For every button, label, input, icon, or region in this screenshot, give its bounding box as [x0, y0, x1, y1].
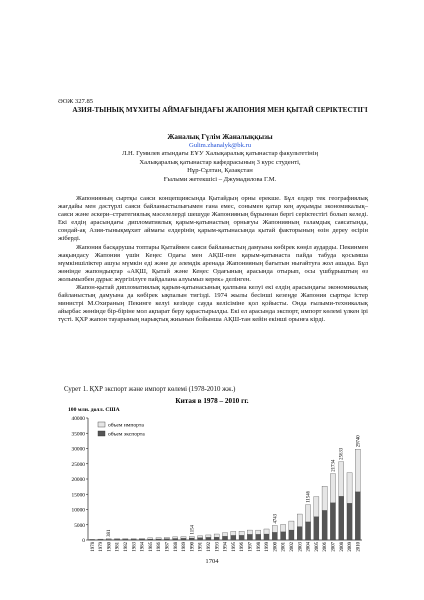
bar-import — [314, 497, 319, 517]
x-tick-label: 1985 — [148, 542, 154, 552]
figure-caption: Сурет 1. ҚХР экспорт және импорт көлемі (1978-2010 жж.) — [64, 386, 236, 393]
bar-export — [256, 534, 261, 540]
bar-total-label: 381 — [107, 529, 113, 537]
bar-import — [106, 539, 111, 540]
x-tick-label: 1988 — [173, 542, 179, 552]
bar-export — [206, 537, 211, 540]
bar-export — [264, 534, 269, 540]
x-tick-label: 2000 — [273, 542, 279, 552]
bar-import — [139, 538, 144, 539]
author-email[interactable]: Gulim.zhanalyk@bk.ru — [188, 142, 252, 149]
x-tick-label: 1990 — [190, 542, 196, 552]
bar-export — [322, 510, 327, 540]
x-tick-label: 2004 — [306, 542, 312, 552]
page-number: 1704 — [205, 558, 219, 565]
x-tick-label: 1979 — [99, 542, 105, 552]
bar-import — [297, 514, 302, 527]
bar-export — [339, 496, 344, 540]
x-tick-label: 1980 — [107, 542, 113, 552]
udk-code: ӘОЖ 327.85 — [58, 98, 94, 105]
bar-total-label: 29740 — [356, 435, 362, 448]
bar-export — [355, 492, 360, 540]
y-tick-label: 15000 — [71, 492, 85, 499]
chart-legend — [98, 422, 145, 438]
paragraph: Жапония басқарушы топтары Қытаймен саяси байланыстың дамуына көбірек көңіл аударды. Пекинмен жақындасу Жапония үшін Кеңес Одағы мен АҚШ-пен қарым-қатынаста пайда табуда қосымша мүмкіншіліктер ашуы мүмкін еді және де әлемдік аренада Жапонияның бағытын нығайтуға жол ашады. Бұл жөнінде жапондықтар «АҚШ, Қытай және Кеңес Одағының арасында отырып, осы үшбұрыштың өз жолымызбен дұрыс жүргізілуге пайдалана алуымыз керек» делінген. — [58, 243, 368, 283]
bar-import — [239, 531, 244, 535]
bar-import — [347, 473, 352, 504]
paragraph: Жапонияның сыртқы саяси концепциясында Қытайдың орны ерекше. Бұл елдер тек географиялық жағдайы мен дәстүрлі саяси байланыстылығымен ғана емес, сонымен қатар кең ауқымды экономикалық–саяси және әскери–стратегиялық мәселелерді шешуде Жапонияның бұрыннан бергі серіктестігі болып келеді. Екі елдің арасындағы дипломатиялық қарым-қатынастың орнығуы Жапонияның ғаламдық саясатында, сондай-ақ Азия-тынықмұхит аймағы елдерінің қарым-қатынасында қытай факторының өзін дереу өсірін жіберді. — [58, 195, 368, 243]
bar-import — [222, 533, 227, 537]
bar-import — [256, 530, 261, 534]
x-tick-label: 1978 — [90, 542, 96, 552]
bar-export — [231, 535, 236, 540]
x-tick-label: 1991 — [198, 542, 204, 552]
bar-import — [281, 524, 286, 531]
bar-export — [347, 503, 352, 540]
legend-label-export: объем экспорта — [108, 431, 145, 438]
bar-export — [272, 532, 277, 540]
bar-import — [189, 536, 194, 538]
legend-swatch-export — [98, 431, 105, 436]
x-tick-label: 2009 — [348, 542, 354, 552]
x-tick-label: 1981 — [115, 542, 121, 552]
body-text — [58, 195, 368, 325]
bar-import — [305, 505, 310, 522]
bar-total-label: 21734 — [331, 459, 337, 472]
bar-import — [181, 537, 186, 539]
y-tick-label: 20000 — [71, 477, 85, 483]
x-tick-label: 1983 — [132, 542, 138, 552]
bar-import — [131, 539, 136, 540]
chart-ylabel: 100 млн. долл. США — [68, 407, 120, 413]
x-tick-label: 1993 — [215, 542, 221, 552]
x-tick-label: 1987 — [165, 542, 171, 552]
affiliation-line: Ғылыми жетекшісі – Джумадилова Г.М. — [163, 175, 277, 183]
x-tick-label: 2003 — [298, 542, 304, 552]
x-tick-label: 1998 — [256, 542, 262, 552]
affiliation-line: Нұр-Сұлтан, Қазақстан — [187, 167, 253, 175]
bar-import — [247, 530, 252, 534]
author-name: Жаналық Гүлім Жаналыққызы — [167, 133, 273, 141]
bar-export — [181, 538, 186, 540]
bar-export — [281, 532, 286, 540]
y-tick-label: 0 — [82, 538, 85, 544]
chart-bars — [90, 435, 362, 540]
bar-import — [173, 537, 178, 539]
bar-export — [214, 537, 219, 540]
bar-import — [330, 474, 335, 503]
bar-import — [214, 534, 219, 537]
bar-export — [173, 539, 178, 540]
bar-export — [289, 530, 294, 540]
bar-export — [198, 538, 203, 540]
chart-title: Китая в 1978 – 2010 гг. — [175, 397, 249, 405]
x-tick-label: 1989 — [182, 542, 188, 552]
bar-export — [164, 539, 169, 540]
x-tick-label: 1997 — [248, 542, 254, 552]
bar-export — [314, 517, 319, 540]
y-tick-label: 25000 — [71, 461, 85, 468]
y-tick-label: 5000 — [74, 522, 85, 529]
x-tick-label: 1994 — [223, 542, 229, 552]
bar-total-label: 1154 — [190, 525, 196, 535]
legend-label-import: объем импорта — [108, 422, 144, 429]
paper-title: АЗИЯ-ТЫНЫҚ МҰХИТЫ АЙМАҒЫНДАҒЫ ЖАПОНИЯ МЕН ҚЫТАЙ СЕРІКТЕСТІГІ — [72, 106, 368, 114]
x-tick-label: 1995 — [231, 542, 237, 552]
bar-import — [123, 539, 128, 540]
y-tick-label: 10000 — [71, 507, 85, 514]
x-tick-label: 2005 — [314, 542, 320, 552]
x-tick-label: 1982 — [123, 542, 129, 552]
y-tick-label: 35000 — [71, 431, 85, 438]
bar-import — [114, 539, 119, 540]
y-tick-label: 40000 — [71, 416, 85, 422]
x-tick-label: 2006 — [323, 542, 329, 552]
x-tick-label: 2008 — [339, 542, 345, 552]
bar-export — [189, 538, 194, 540]
bar-import — [156, 538, 161, 539]
bar-import — [339, 462, 344, 497]
affiliation-line: Халықаралық қатынастар кафедрасының 3 курс студенті, — [139, 158, 301, 166]
bar-import — [264, 529, 269, 534]
legend-swatch-import — [98, 422, 105, 427]
x-tick-label: 1986 — [157, 542, 163, 552]
trade-chart — [56, 394, 368, 569]
x-tick-label: 1999 — [265, 542, 271, 552]
bar-total-label: 11546 — [306, 490, 312, 503]
chart-svg — [56, 394, 368, 569]
x-tick-label: 2007 — [331, 542, 337, 552]
bar-total-label: 4743 — [273, 513, 279, 524]
bar-export — [239, 535, 244, 540]
x-tick-label: 1984 — [140, 542, 146, 552]
bar-import — [289, 521, 294, 530]
bar-export — [330, 503, 335, 540]
bar-total-label: 25633 — [339, 447, 345, 460]
paragraph: Жапон-қытай дипломатиялық қарым-қатынасының қалпына келуі екі елдің арасындағы экономикалық байланыстың дамуына да көбірек ықпалын тигізді. 1974 жылы бесінші кезеңде Жапония сыртқы істер министрі М.Охираның Пекинге келуі кезінде сауда келісіміне қол қойысты. Онда ғылыми-техникалық айырбас жөнінде бір-біріне мол ақпарат беру қарастырылды. Екі ел арасында экспорт, импорт көлемі үлкен ірі түсті. ҚХР жапон тауарының нарықтық жиынын бойынша АҚШ-тан кейін екінші орынға кірді. — [58, 284, 368, 324]
x-tick-label: 2002 — [290, 542, 296, 552]
affiliation-block — [88, 150, 352, 184]
x-tick-label: 1992 — [206, 542, 212, 552]
bar-import — [206, 535, 211, 537]
affiliation-line: Л.Н. Гумилев атындағы ЕҰУ Халықаралық қатынастар факультетінің — [121, 150, 319, 157]
bar-import — [322, 486, 327, 510]
bar-export — [222, 536, 227, 540]
bar-import — [164, 537, 169, 538]
x-tick-label: 2001 — [281, 542, 287, 552]
bar-import — [272, 526, 277, 533]
x-tick-label: 1996 — [240, 542, 246, 552]
bar-import — [231, 531, 236, 535]
bar-export — [247, 534, 252, 540]
bar-import — [355, 449, 360, 492]
bar-import — [148, 538, 153, 539]
y-tick-label: 30000 — [71, 446, 85, 453]
bar-export — [297, 527, 302, 540]
x-tick-label: 2010 — [356, 542, 362, 552]
bar-import — [198, 536, 203, 538]
bar-export — [305, 522, 310, 540]
